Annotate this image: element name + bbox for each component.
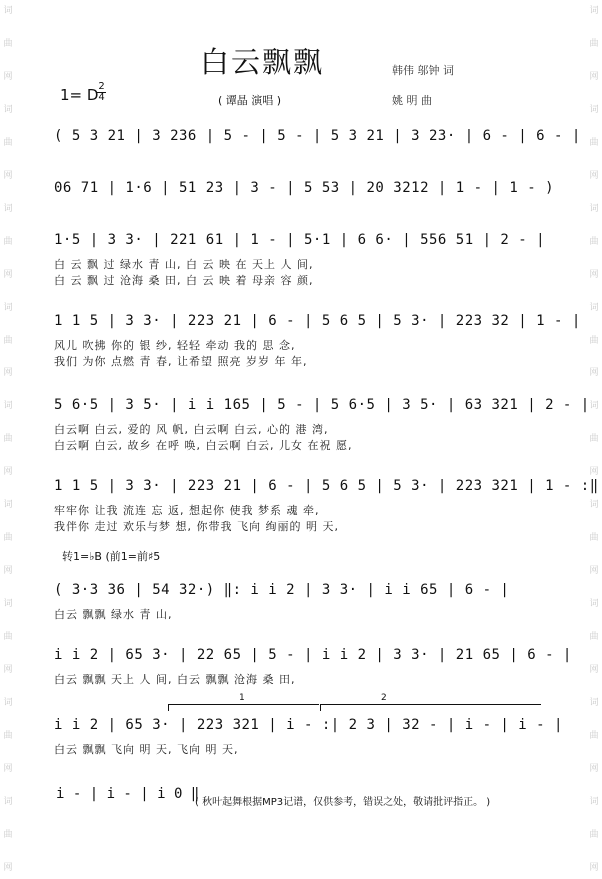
lyric-verse-1: 牢牢你 让我 流连 忘 返, 想起你 使我 梦系 魂 牵,	[54, 504, 320, 517]
notation-line: 1·5 | 3 3· | 221 61 | 1 - | 5·1 | 6 6· | 556 51 | 2 - |	[54, 232, 546, 248]
watermark-char: 曲	[3, 829, 13, 840]
watermark-char: 网	[3, 467, 13, 478]
lyric-verse-1: 风儿 吹拂 你的 银 纱, 轻轻 牵动 我的 思 念,	[54, 339, 296, 352]
volta-1-number: 1	[239, 693, 245, 703]
key-signature: 1= D	[60, 86, 99, 104]
watermark-char: 曲	[3, 236, 13, 247]
lyric-verse-2: 白云啊 白云, 故乡 在呼 唤, 白云啊 白云, 儿女 在祝 愿,	[54, 439, 353, 452]
watermark-char: 网	[3, 763, 13, 774]
watermark-char: 词	[3, 698, 13, 709]
watermark-char: 网	[3, 269, 13, 280]
watermark-char: 词	[3, 599, 13, 610]
watermark-char: 网	[589, 368, 599, 379]
composer-credit: 姚 明 曲	[392, 94, 432, 107]
lyricist-credit: 韩伟 邬钟 词	[392, 64, 454, 77]
watermark-char: 曲	[589, 632, 599, 643]
watermark-char: 曲	[3, 137, 13, 148]
watermark-char: 词	[589, 698, 599, 709]
watermark-char: 词	[3, 203, 13, 214]
watermark-char: 曲	[589, 137, 599, 148]
watermark-char: 词	[589, 6, 599, 16]
watermark-char: 曲	[3, 335, 13, 346]
lyric-verse-2: 我伴你 走过 欢乐与梦 想, 你带我 飞向 绚丽的 明 天,	[54, 520, 339, 533]
watermark-left	[1, 0, 15, 879]
lyric-verse-2: 白 云 飘 过 沧海 桑 田, 白 云 映 着 母亲 容 颜,	[54, 274, 314, 287]
time-signature	[97, 82, 106, 103]
watermark-char: 曲	[3, 730, 13, 741]
watermark-char: 词	[3, 500, 13, 511]
watermark-char: 网	[589, 269, 599, 280]
watermark-char: 曲	[589, 38, 599, 49]
watermark-char: 词	[589, 796, 599, 807]
watermark-char: 网	[3, 170, 13, 181]
watermark-char: 曲	[3, 632, 13, 643]
watermark-char: 词	[589, 203, 599, 214]
watermark-char: 词	[589, 104, 599, 115]
time-numerator: 2	[98, 81, 105, 92]
watermark-char: 曲	[589, 730, 599, 741]
notation-line: i i 2 | 65 3· | 223 321 | i - :| 2 3 | 32 - | i - | i - |	[54, 717, 563, 733]
notation-line: ( 3·3 36 | 54 32·) ‖: i i 2 | 3 3· | i i 65 | 6 - |	[54, 582, 510, 598]
volta-2-number: 2	[381, 693, 387, 703]
watermark-char: 词	[3, 796, 13, 807]
lyric-verse-1: 白 云 飘 过 绿水 青 山, 白 云 映 在 天上 人 间,	[54, 258, 314, 271]
watermark-char: 词	[589, 401, 599, 412]
watermark-char: 词	[589, 500, 599, 511]
watermark-char: 网	[3, 665, 13, 676]
notation-line: ( 5 3 21 | 3 236 | 5 - | 5 - | 5 3 21 | 3 23· | 6 - | 6 - |	[54, 128, 581, 144]
watermark-char: 网	[589, 566, 599, 577]
lyric-verse-1: 白云啊 白云, 爱的 风 帆, 白云啊 白云, 心的 港 湾,	[54, 423, 329, 436]
lyric-verse-2: 我们 为你 点燃 青 春, 让希望 照亮 岁岁 年 年,	[54, 355, 308, 368]
notation-line: 06 71 | 1·6 | 51 23 | 3 - | 5 53 | 20 3212 | 1 - | 1 - )	[54, 180, 555, 196]
watermark-char: 曲	[589, 533, 599, 544]
watermark-char: 网	[3, 862, 13, 873]
watermark-char: 词	[3, 6, 13, 16]
watermark-char: 曲	[3, 434, 13, 445]
watermark-char: 网	[3, 368, 13, 379]
notation-line: 5 6·5 | 3 5· | i i 165 | 5 - | 5 6·5 | 3 5· | 63 321 | 2 - |	[54, 397, 590, 413]
watermark-char: 词	[3, 302, 13, 313]
watermark-char: 网	[589, 467, 599, 478]
watermark-char: 网	[589, 71, 599, 82]
ending-notation: i - | i - | i 0 ‖	[56, 786, 200, 802]
volta-bracket-1	[168, 693, 319, 711]
notation-line: 1 1 5 | 3 3· | 223 21 | 6 - | 5 6 5 | 5 3· | 223 321 | 1 - :‖	[54, 478, 599, 494]
singer-credit: ( 谭晶 演唱 )	[218, 94, 282, 107]
watermark-char: 网	[589, 170, 599, 181]
watermark-char: 网	[589, 862, 599, 873]
notation-line: i i 2 | 65 3· | 22 65 | 5 - | i i 2 | 3 3· | 21 65 | 6 - |	[54, 647, 572, 663]
watermark-char: 词	[3, 401, 13, 412]
volta-bracket-2	[320, 693, 541, 711]
watermark-char: 曲	[589, 434, 599, 445]
notation-line: 1 1 5 | 3 3· | 223 21 | 6 - | 5 6 5 | 5 3· | 223 32 | 1 - |	[54, 313, 581, 329]
lyric-verse-1: 白云 飘飘 飞向 明 天, 飞向 明 天,	[54, 743, 239, 756]
watermark-char: 网	[3, 71, 13, 82]
watermark-char: 曲	[589, 335, 599, 346]
watermark-char: 词	[589, 599, 599, 610]
watermark-char: 曲	[3, 533, 13, 544]
watermark-char: 网	[3, 566, 13, 577]
watermark-right	[587, 0, 601, 879]
watermark-char: 曲	[3, 38, 13, 49]
watermark-char: 曲	[589, 829, 599, 840]
watermark-char: 词	[589, 302, 599, 313]
lyric-verse-1: 白云 飘飘 天上 人 间, 白云 飘飘 沧海 桑 田,	[54, 673, 296, 686]
lyric-verse-1: 白云 飘飘 绿水 青 山,	[54, 608, 173, 621]
time-denominator: 4	[98, 92, 105, 103]
song-title: 白云飘飘	[200, 45, 325, 79]
modulation-marking: 转1=♭B (前1=前♯5	[62, 550, 161, 563]
watermark-char: 网	[589, 665, 599, 676]
watermark-char: 曲	[589, 236, 599, 247]
transcriber-footnote: ( 秋叶起舞根据MP3记谱，仅供参考，错误之处，敬请批评指正。 )	[195, 797, 491, 808]
watermark-char: 网	[589, 763, 599, 774]
watermark-char: 词	[3, 104, 13, 115]
